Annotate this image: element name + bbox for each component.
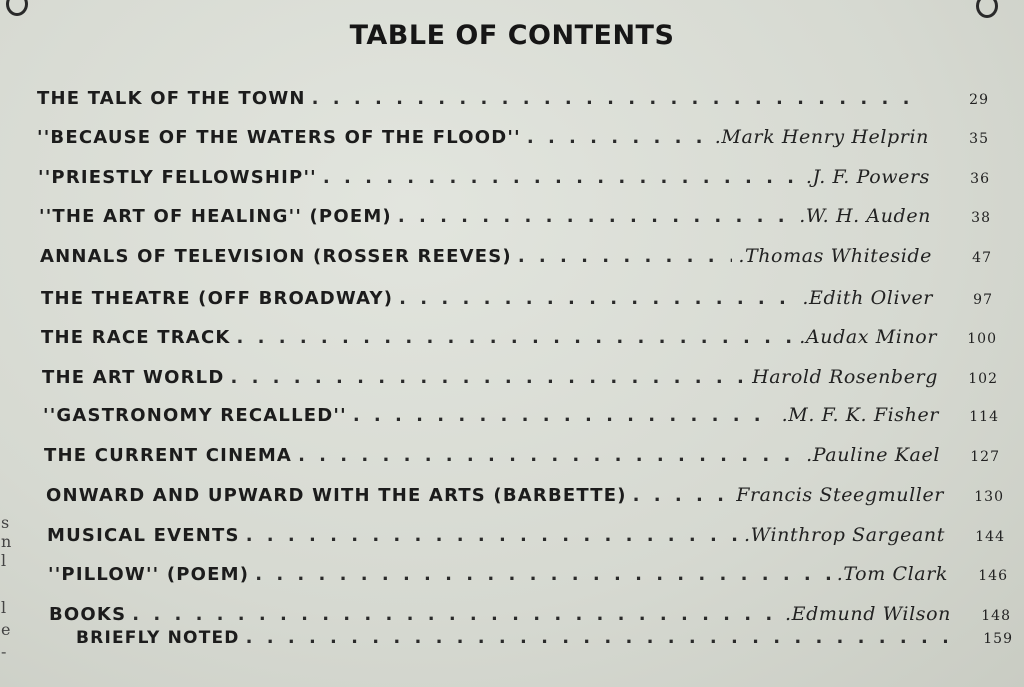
entry-author: .Mark Henry Helprin: [714, 126, 929, 148]
entry-title: THE THEATRE (OFF BROADWAY): [41, 288, 394, 309]
entry-page: 159: [983, 631, 1013, 647]
leader-dots: [312, 88, 923, 109]
toc-entry: [41, 326, 997, 348]
entry-author: .Tom Clark: [836, 563, 948, 585]
toc-entry: [37, 88, 989, 109]
entry-page: 97: [973, 292, 993, 308]
binder-hole-left-icon: [6, 0, 28, 16]
toc-entry: [44, 444, 1000, 466]
leader-dots: [246, 525, 738, 546]
entry-author: .Winthrop Sargeant: [744, 524, 945, 546]
toc-entry: [76, 627, 1013, 648]
margin-fragment: e: [1, 620, 11, 639]
leader-dots: [132, 604, 779, 625]
toc-entry: [49, 603, 1011, 625]
entry-author: .Edmund Wilson: [785, 603, 951, 625]
toc-entry: [42, 366, 998, 388]
entry-title: MUSICAL EVENTS: [47, 525, 240, 546]
toc-entry: [47, 524, 1005, 546]
entry-page: 148: [981, 608, 1011, 624]
entry-page: 36: [970, 171, 990, 187]
entry-title: ONWARD AND UPWARD WITH THE ARTS (BARBETTE): [46, 485, 627, 506]
toc-entry: [40, 245, 992, 267]
toc-entry: [48, 563, 1008, 585]
entry-author: .Audax Minor: [799, 326, 937, 348]
leader-dots: [527, 127, 709, 148]
margin-fragment: n: [1, 532, 12, 551]
entry-title: THE CURRENT CINEMA: [44, 445, 293, 466]
toc-entry: [38, 166, 990, 188]
margin-fragment: l: [1, 551, 7, 570]
entry-title: BOOKS: [49, 604, 127, 625]
leader-dots: [246, 627, 947, 648]
leader-dots: [633, 485, 731, 506]
entry-title: BRIEFLY NOTED: [76, 628, 240, 648]
entry-page: 146: [978, 568, 1008, 584]
entry-title: ANNALS OF TELEVISION (ROSSER REEVES): [40, 246, 512, 267]
entry-title: THE RACE TRACK: [41, 327, 231, 348]
entry-page: 130: [974, 489, 1004, 505]
entry-page: 100: [967, 331, 997, 347]
leader-dots: [255, 564, 831, 585]
entry-author: .Pauline Kael: [806, 444, 940, 466]
leader-dots: [518, 246, 732, 267]
entry-author: .J. F. Powers: [805, 166, 930, 188]
leader-dots: [399, 288, 796, 309]
leader-dots: [398, 206, 793, 227]
margin-fragment: l: [1, 598, 7, 617]
leader-dots: [298, 445, 800, 466]
leader-dots: [323, 167, 800, 188]
entry-page: 47: [972, 250, 992, 266]
entry-title: ''PILLOW'' (POEM): [48, 564, 250, 585]
entry-author: Harold Rosenberg: [752, 366, 938, 388]
entry-page: 144: [975, 529, 1005, 545]
entry-title: ''GASTRONOMY RECALLED'': [43, 405, 347, 426]
entry-author: .M. F. K. Fisher: [781, 404, 939, 426]
entry-author: .Thomas Whiteside: [738, 245, 932, 267]
entry-page: 38: [971, 210, 991, 226]
toc-entry: [43, 404, 999, 426]
entry-title: THE TALK OF THE TOWN: [37, 88, 306, 109]
leader-dots: [237, 327, 794, 348]
margin-fragment: -: [1, 642, 7, 661]
entry-author: .Edith Oliver: [802, 287, 933, 309]
entry-page: 127: [970, 449, 1000, 465]
toc-entry: [46, 484, 1004, 506]
toc-entry: [41, 287, 993, 309]
entry-author: Francis Steegmuller: [736, 484, 944, 506]
entry-page: 29: [969, 92, 989, 108]
entry-page: 35: [969, 131, 989, 147]
page-title: TABLE OF CONTENTS: [349, 20, 675, 51]
toc-entry: [39, 205, 991, 227]
entry-page: 114: [969, 409, 999, 425]
entry-title: ''THE ART OF HEALING'' (POEM): [39, 206, 392, 227]
margin-fragment: s: [1, 513, 10, 532]
entry-title: THE ART WORLD: [42, 367, 225, 388]
leader-dots: [230, 367, 746, 388]
entry-page: 102: [968, 371, 998, 387]
binder-hole-right-icon: [976, 0, 998, 18]
toc-entry: [37, 126, 989, 148]
entry-title: ''PRIESTLY FELLOWSHIP'': [38, 167, 317, 188]
entry-author: .W. H. Auden: [799, 205, 931, 227]
leader-dots: [353, 405, 776, 426]
entry-title: ''BECAUSE OF THE WATERS OF THE FLOOD'': [37, 127, 521, 148]
